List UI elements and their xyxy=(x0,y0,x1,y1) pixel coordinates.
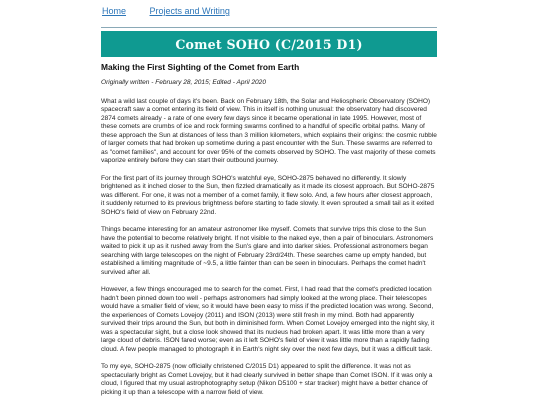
article-paragraph: To my eye, SOHO-2875 (now officially christened C/2015 D1) appeared to split the difference. It was not as spectacularly bright as Comet Lovejoy, but it had clearly survived in better shape than Comet ISON. If it was only a cloud, I figured that my usual astrophotography setup (Nikon D5100 + star tracker) might have a better chance of picking it up than a telescope with a narrow field of view. xyxy=(101,363,433,396)
article-headline: Making the First Sighting of the Comet from Earth xyxy=(101,62,300,72)
article-content xyxy=(101,62,437,405)
top-navigation xyxy=(101,5,437,28)
nav-link-projects[interactable]: Projects and Writing xyxy=(149,6,230,16)
page-title: Comet SOHO (C/2015 D1) xyxy=(175,36,363,52)
nav-link-home[interactable]: Home xyxy=(102,6,127,16)
article-paragraph: Things became interesting for an amateur astronomer like myself. Comets that survive trips this close to the Sun have the potential to become relatively bright. If not visible to the naked eye, then a pair of binoculars. Astronomers waited to pick it up as it rushed away from the Sun's glare and into darker skies. Professional astronomers began searching with large telescopes on the night of February 23rd/24th. These searches came up empty handed, but established a limiting magnitude of ~9.5, a little fainter than can be seen in binoculars. Perhaps the comet hadn't survived after all. xyxy=(101,226,434,276)
title-banner xyxy=(101,31,437,57)
article-paragraph: For the first part of its journey through SOHO's watchful eye, SOHO-2875 behaved no differently. It slowly brightened as it inched closer to the Sun, then fizzled dramatically as it made its closest approach. But SOHO-2875 was different. For one, it was not a member of a comet family, it flew solo. And, a few hours after closest approach, it suddenly returned to its previous brightness before starting to fade slowly. It even sprouted a small tail as it exited SOHO's field of view on February 22nd. xyxy=(101,174,435,216)
article-paragraph: However, a few things encouraged me to search for the comet. First, I had read that the comet's predicted location hadn't been pinned down too well - perhaps astronomers had simply looked at the wrong place. Their telescopes would have a smaller field of view, so it would have been easy to miss if the predicted location was wrong. Second, the experiences of Comets Lovejoy (2011) and ISON (2013) were still fresh in my mind. Both had apparently survived their trips around the Sun, but both in diminished form. When Comet Lovejoy emerged into the night sky, it was a spectacular sight, but a close look showed that its nucleus had broken apart. It was little more than a very large cloud of debris. ISON fared worse; even as it left SOHO's field of view it was little more than a rapidly fading cloud. A few people managed to photograph it in Earth's night sky over the next few days, but it was a difficult task. xyxy=(101,286,435,353)
article-paragraph: What a wild last couple of days it's been. Back on February 18th, the Solar and Heliospheric Observatory (SOHO) spacecraft saw a comet entering its field of view. This in itself is nothing unusual: the observatory had discovered 2874 comets already - a rate of one every few days since it became operational in late 1995. However, most of these comets are crumbs of ice and rock forming swarms confined to a handful of specific orbital paths. Many of these approach the Sun at distances of less than 3 million kilometers, which explains their origins: the cosmic rubble of larger comets that had broken up sometime during a past encounter with the Sun. These swarms are referred to as "comet families", and account for over 95% of the comets observed by SOHO. The vast majority of these comets vaporize entirely before they can start their outbound journey. xyxy=(101,97,437,164)
written-date: Originally written - February 28, 2015; Edited - April 2020 xyxy=(101,79,266,86)
